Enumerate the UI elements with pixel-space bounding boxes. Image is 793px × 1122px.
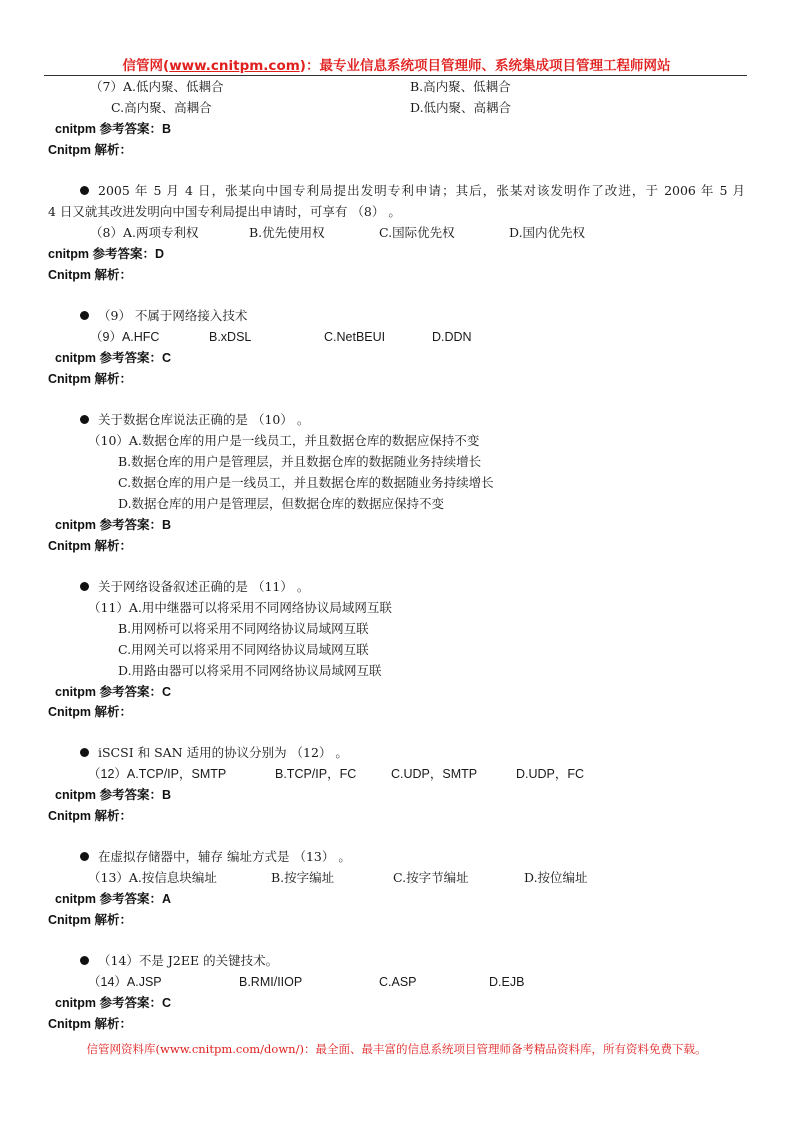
q13-option-d: D.按位编址: [524, 870, 588, 885]
q13-answer: [55, 889, 171, 909]
page-footer: 信管网资料库(www.cnitpm.com/down/)：最全面、最丰富的信息系统项目管理师备考精品资料库，所有资料免费下载。: [86, 1042, 707, 1056]
q11-answer: [55, 682, 171, 702]
q11-analysis-label: Cnitpm 解析：: [48, 705, 133, 719]
q14-option-a: （14）A.JSP: [88, 975, 162, 989]
answer-value: C: [161, 996, 171, 1010]
answer-value: B: [161, 122, 171, 136]
q14-option-b: B.RMI/IIOP: [239, 975, 303, 989]
q12-stem-text: iSCSI 和 SAN 适用的协议分别为 （12） 。: [98, 745, 348, 760]
q12-answer: [55, 785, 171, 805]
answer-label: cnitpm 参考答案：: [48, 247, 155, 261]
answer-value: C: [161, 685, 171, 699]
q11-stem: [80, 577, 309, 597]
q10-stem: [80, 410, 309, 430]
q10-option-b: B.数据仓库的用户是管理层，并且数据仓库的数据随业务持续增长: [118, 454, 482, 469]
q9-option-c: C.NetBEUI: [324, 330, 386, 344]
q8-option-c: C.国际优先权: [379, 225, 455, 240]
answer-value: B: [161, 518, 171, 532]
bullet-icon: [80, 956, 89, 965]
q13-stem-text: 在虚拟存储器中，辅存 编址方式是 （13） 。: [98, 849, 351, 864]
q14-option-d: D.EJB: [489, 975, 525, 989]
q12-option-b: B.TCP/IP，FC: [275, 767, 357, 781]
q14-analysis-label: Cnitpm 解析：: [48, 1017, 133, 1031]
q11-stem-text: 关于网络设备叙述正确的是 （11） 。: [98, 579, 310, 594]
q14-stem-text: （14）不是 J2EE 的关键技术。: [98, 953, 279, 968]
q8-stem-line2: 4 日又就其改进发明向中国专利局提出申请时，可享有 （8） 。: [48, 204, 401, 219]
q7-analysis-label: Cnitpm 解析：: [48, 143, 133, 157]
q7-option-b: B.高内聚、低耦合: [410, 79, 511, 94]
answer-label: cnitpm 参考答案：: [55, 685, 162, 699]
header-prefix: 信管网(: [122, 58, 170, 74]
q8-option-b: B.优先使用权: [249, 225, 325, 240]
q9-option-b: B.xDSL: [209, 330, 252, 344]
q8-stem-line1: [80, 181, 745, 201]
bullet-icon: [80, 186, 89, 195]
q10-option-c: C.数据仓库的用户是一线员工，并且数据仓库的数据随业务持续增长: [118, 475, 494, 490]
answer-value: B: [161, 788, 171, 802]
answer-label: cnitpm 参考答案：: [55, 518, 162, 532]
q12-analysis-label: Cnitpm 解析：: [48, 809, 133, 823]
q13-analysis-label: Cnitpm 解析：: [48, 913, 133, 927]
q11-option-a: （11）A.用中继器可以将采用不同网络协议局域网互联: [88, 600, 392, 615]
answer-label: cnitpm 参考答案：: [55, 892, 162, 906]
answer-value: D: [154, 247, 164, 261]
q8-stem-text1: 2005 年 5 月 4 日，张某向中国专利局提出发明专利申请；其后，张某对该发明作了改进，于 2006 年 5 月: [98, 183, 745, 198]
answer-label: cnitpm 参考答案：: [55, 996, 162, 1010]
q10-answer: [55, 515, 171, 535]
q13-stem: [80, 847, 351, 867]
answer-label: cnitpm 参考答案：: [55, 788, 162, 802]
q9-answer: [55, 348, 171, 368]
q11-option-d: D.用路由器可以将采用不同网络协议局域网互联: [118, 663, 382, 678]
bullet-icon: [80, 748, 89, 757]
answer-label: cnitpm 参考答案：: [55, 351, 162, 365]
q14-stem: [80, 951, 278, 971]
q14-answer: [55, 993, 171, 1013]
q10-option-a: （10）A.数据仓库的用户是一线员工，并且数据仓库的数据应保持不变: [88, 433, 480, 448]
q12-option-d: D.UDP，FC: [516, 767, 585, 781]
q9-analysis-label: Cnitpm 解析：: [48, 372, 133, 386]
bullet-icon: [80, 582, 89, 591]
q7-option-a: （7）A.低内聚、低耦合: [90, 79, 224, 94]
bullet-icon: [80, 852, 89, 861]
q9-option-d: D.DDN: [432, 330, 472, 344]
q7-option-c: C.高内聚、高耦合: [111, 100, 212, 115]
q7-answer: [55, 119, 171, 139]
header-rule: [44, 75, 747, 76]
answer-value: A: [161, 892, 171, 906]
q9-option-a: （9）A.HFC: [90, 330, 160, 344]
header-url-link[interactable]: www.cnitpm.com: [169, 58, 300, 74]
q9-stem: [80, 306, 247, 326]
q8-analysis-label: Cnitpm 解析：: [48, 268, 133, 282]
q12-option-c: C.UDP，SMTP: [391, 767, 478, 781]
q10-stem-text: 关于数据仓库说法正确的是 （10） 。: [98, 412, 310, 427]
q12-option-a: （12）A.TCP/IP，SMTP: [88, 767, 227, 781]
page-header: [0, 56, 793, 76]
q10-option-d: D.数据仓库的用户是管理层，但数据仓库的数据应保持不变: [118, 496, 445, 511]
q13-option-c: C.按字节编址: [393, 870, 469, 885]
q8-answer: [48, 244, 164, 264]
answer-label: cnitpm 参考答案：: [55, 122, 162, 136]
q14-option-c: C.ASP: [379, 975, 417, 989]
q8-option-a: （8）A.两项专利权: [90, 225, 199, 240]
q7-option-d: D.低内聚、高耦合: [410, 100, 512, 115]
q13-option-a: （13）A.按信息块编址: [88, 870, 217, 885]
header-suffix: )：最专业信息系统项目管理师、系统集成项目管理工程师网站: [299, 58, 671, 74]
bullet-icon: [80, 311, 89, 320]
answer-value: C: [161, 351, 171, 365]
q13-option-b: B.按字编址: [271, 870, 335, 885]
q11-option-c: C.用网关可以将采用不同网络协议局域网互联: [118, 642, 369, 657]
q10-analysis-label: Cnitpm 解析：: [48, 539, 133, 553]
q11-option-b: B.用网桥可以将采用不同网络协议局域网互联: [118, 621, 369, 636]
q12-stem: [80, 743, 348, 763]
q9-stem-text: （9） 不属于网络接入技术: [98, 308, 248, 323]
bullet-icon: [80, 415, 89, 424]
q8-option-d: D.国内优先权: [509, 225, 586, 240]
